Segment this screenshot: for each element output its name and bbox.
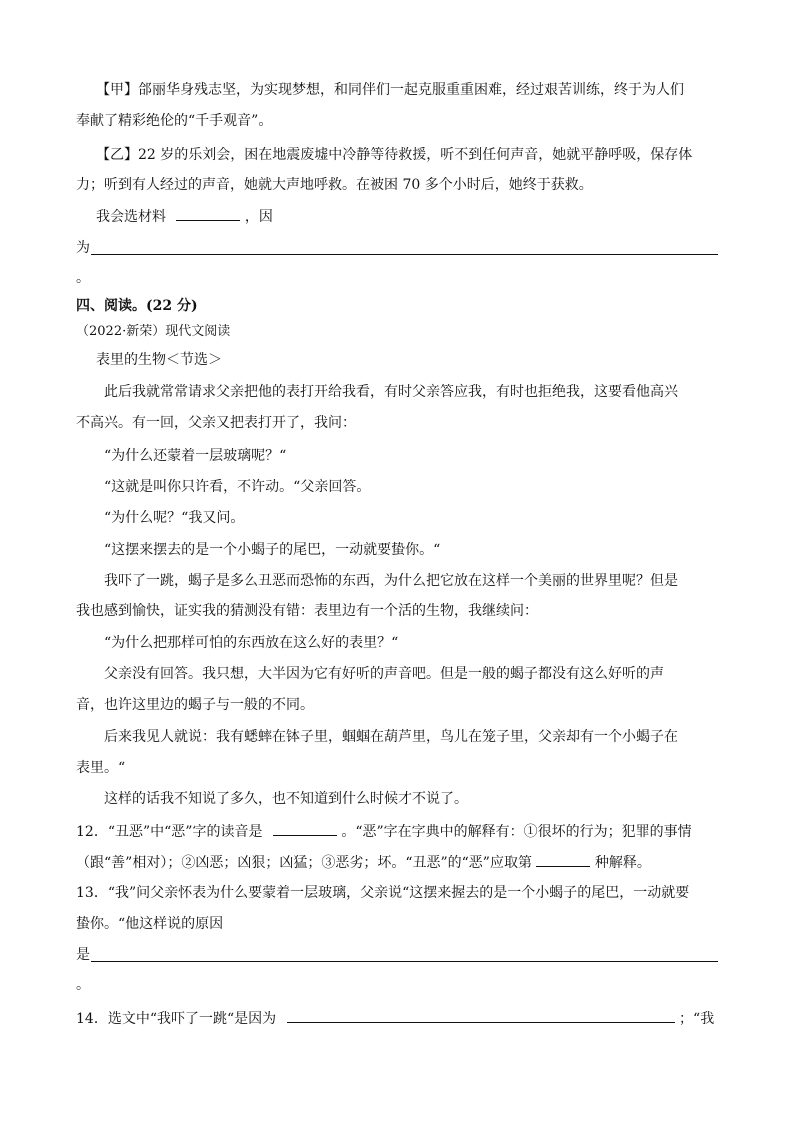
question-14-text-b: ；“我 <box>679 1011 715 1027</box>
answer-line-reason[interactable] <box>91 961 718 962</box>
para-4-line-1: 后来我见人就说：我有蟋蟀在钵子里，蝈蝈在葫芦里，鸟儿在笼子里，父亲却有一个小蝎子在 <box>104 729 678 745</box>
choose-material-suffix: ，因 <box>244 209 273 225</box>
para-5: 这样的话我不知说了多久，也不知道到什么时候才不说了。 <box>104 791 468 807</box>
material-jia-line-1: 【甲】郃丽华身残志坚，为实现梦想，和同伴们一起克服重重困难，经过艰苦训练，终于为人们 <box>96 82 684 98</box>
question-14-line <box>76 1008 714 1028</box>
answer-blank-meaning[interactable] <box>536 852 590 867</box>
para-4-line-2: 表里。“ <box>76 760 126 776</box>
answer-blank-material[interactable] <box>176 206 240 221</box>
question-12-text-b: 。“恶”字在字典中的解释有：①很坏的行为；犯罪的事情 <box>341 824 692 840</box>
passage-source: （2022·新荣）现代文阅读 <box>76 324 231 339</box>
material-jia-line-2: 奉献了精彩绝伦的“千手观音”。 <box>76 113 273 129</box>
dialogue-a1: “这就是叫你只许看，不许动。“父亲回答。 <box>104 479 371 495</box>
question-12-text-d: 种解释。 <box>594 855 651 871</box>
material-yi-line-2: 力；听到有人经过的声音，她就大声地呼救。在被困 70 多个小时后，她终于获救。 <box>76 177 593 193</box>
material-yi-line-1: 【乙】22 岁的乐刘会，困在地震废墟中冷静等待救援，听不到任何声音，她就平静呼吸，保存体 <box>96 147 693 163</box>
question-14-text-a: 14．选文中“我吓了一跳“是因为 <box>76 1011 277 1027</box>
answer-blank-reason-startled[interactable] <box>287 1008 675 1023</box>
question-12-text-a: 12．“丑恶”中“恶”字的读音是 <box>76 824 263 840</box>
question-12-line-1 <box>76 821 692 841</box>
dialogue-a2: “这摆来摆去的是一个小蝎子的尾巴，一动就要蛰你。“ <box>104 542 441 558</box>
period-2: 。 <box>76 977 90 993</box>
answer-line-because[interactable] <box>91 254 718 255</box>
period-1: 。 <box>76 270 90 286</box>
passage-title: 表里的生物＜节选＞ <box>96 352 222 368</box>
choose-material-line <box>96 206 273 226</box>
dialogue-q1: “为什么还蒙着一层玻璃呢？“ <box>104 448 287 464</box>
choose-material-text: 我会选材料 <box>96 209 166 225</box>
para-3-line-1: 父亲没有回答。我只想，大半因为它有好听的声音吧。但是一般的蝎子都没有这么好听的声 <box>104 666 664 682</box>
para-1-line-1: 此后我就常常请求父亲把他的表打开给我看，有时父亲答应我，有时也拒绝我，这要看他高兴 <box>104 384 678 400</box>
section-title: 四、阅读。(22 分) <box>76 298 198 314</box>
question-13-line-2: 蛰你。“他这样说的原因 <box>76 916 224 932</box>
answer-blank-pronunciation[interactable] <box>273 821 337 836</box>
question-12-line-2 <box>76 852 651 872</box>
dialogue-q3: “为什么把那样可怕的东西放在这么好的表里？“ <box>104 635 399 651</box>
question-12-text-c: （跟“善”相对）；②凶恶；凶狠；凶猛；③恶劣；坏。“丑恶”的“恶”应取第 <box>76 855 532 871</box>
para-2-line-1: 我吓了一跳，蝎子是多么丑恶而恐怖的东西，为什么把它放在这样一个美丽的世界里呢？但是 <box>104 573 678 589</box>
dialogue-q2: “为什么呢？“我又问。 <box>104 510 245 526</box>
question-13-line-1: 13．“我”问父亲怀表为什么要蒙着一层玻璃，父亲说“这摆来握去的是一个小蝎子的尾巴，一动就要 <box>76 885 690 901</box>
para-1-line-2: 不高兴。有一回，父亲又把表打开了，我问： <box>76 415 356 431</box>
para-2-line-2: 我也感到愉快，证实我的猜测没有错：表里边有一个活的生物，我继续问： <box>76 603 538 619</box>
para-3-line-2: 音，也许这里边的蝎子与一般的不同。 <box>76 697 314 713</box>
because-prefix: 为 <box>76 240 90 256</box>
question-13-prefix: 是 <box>76 947 90 963</box>
